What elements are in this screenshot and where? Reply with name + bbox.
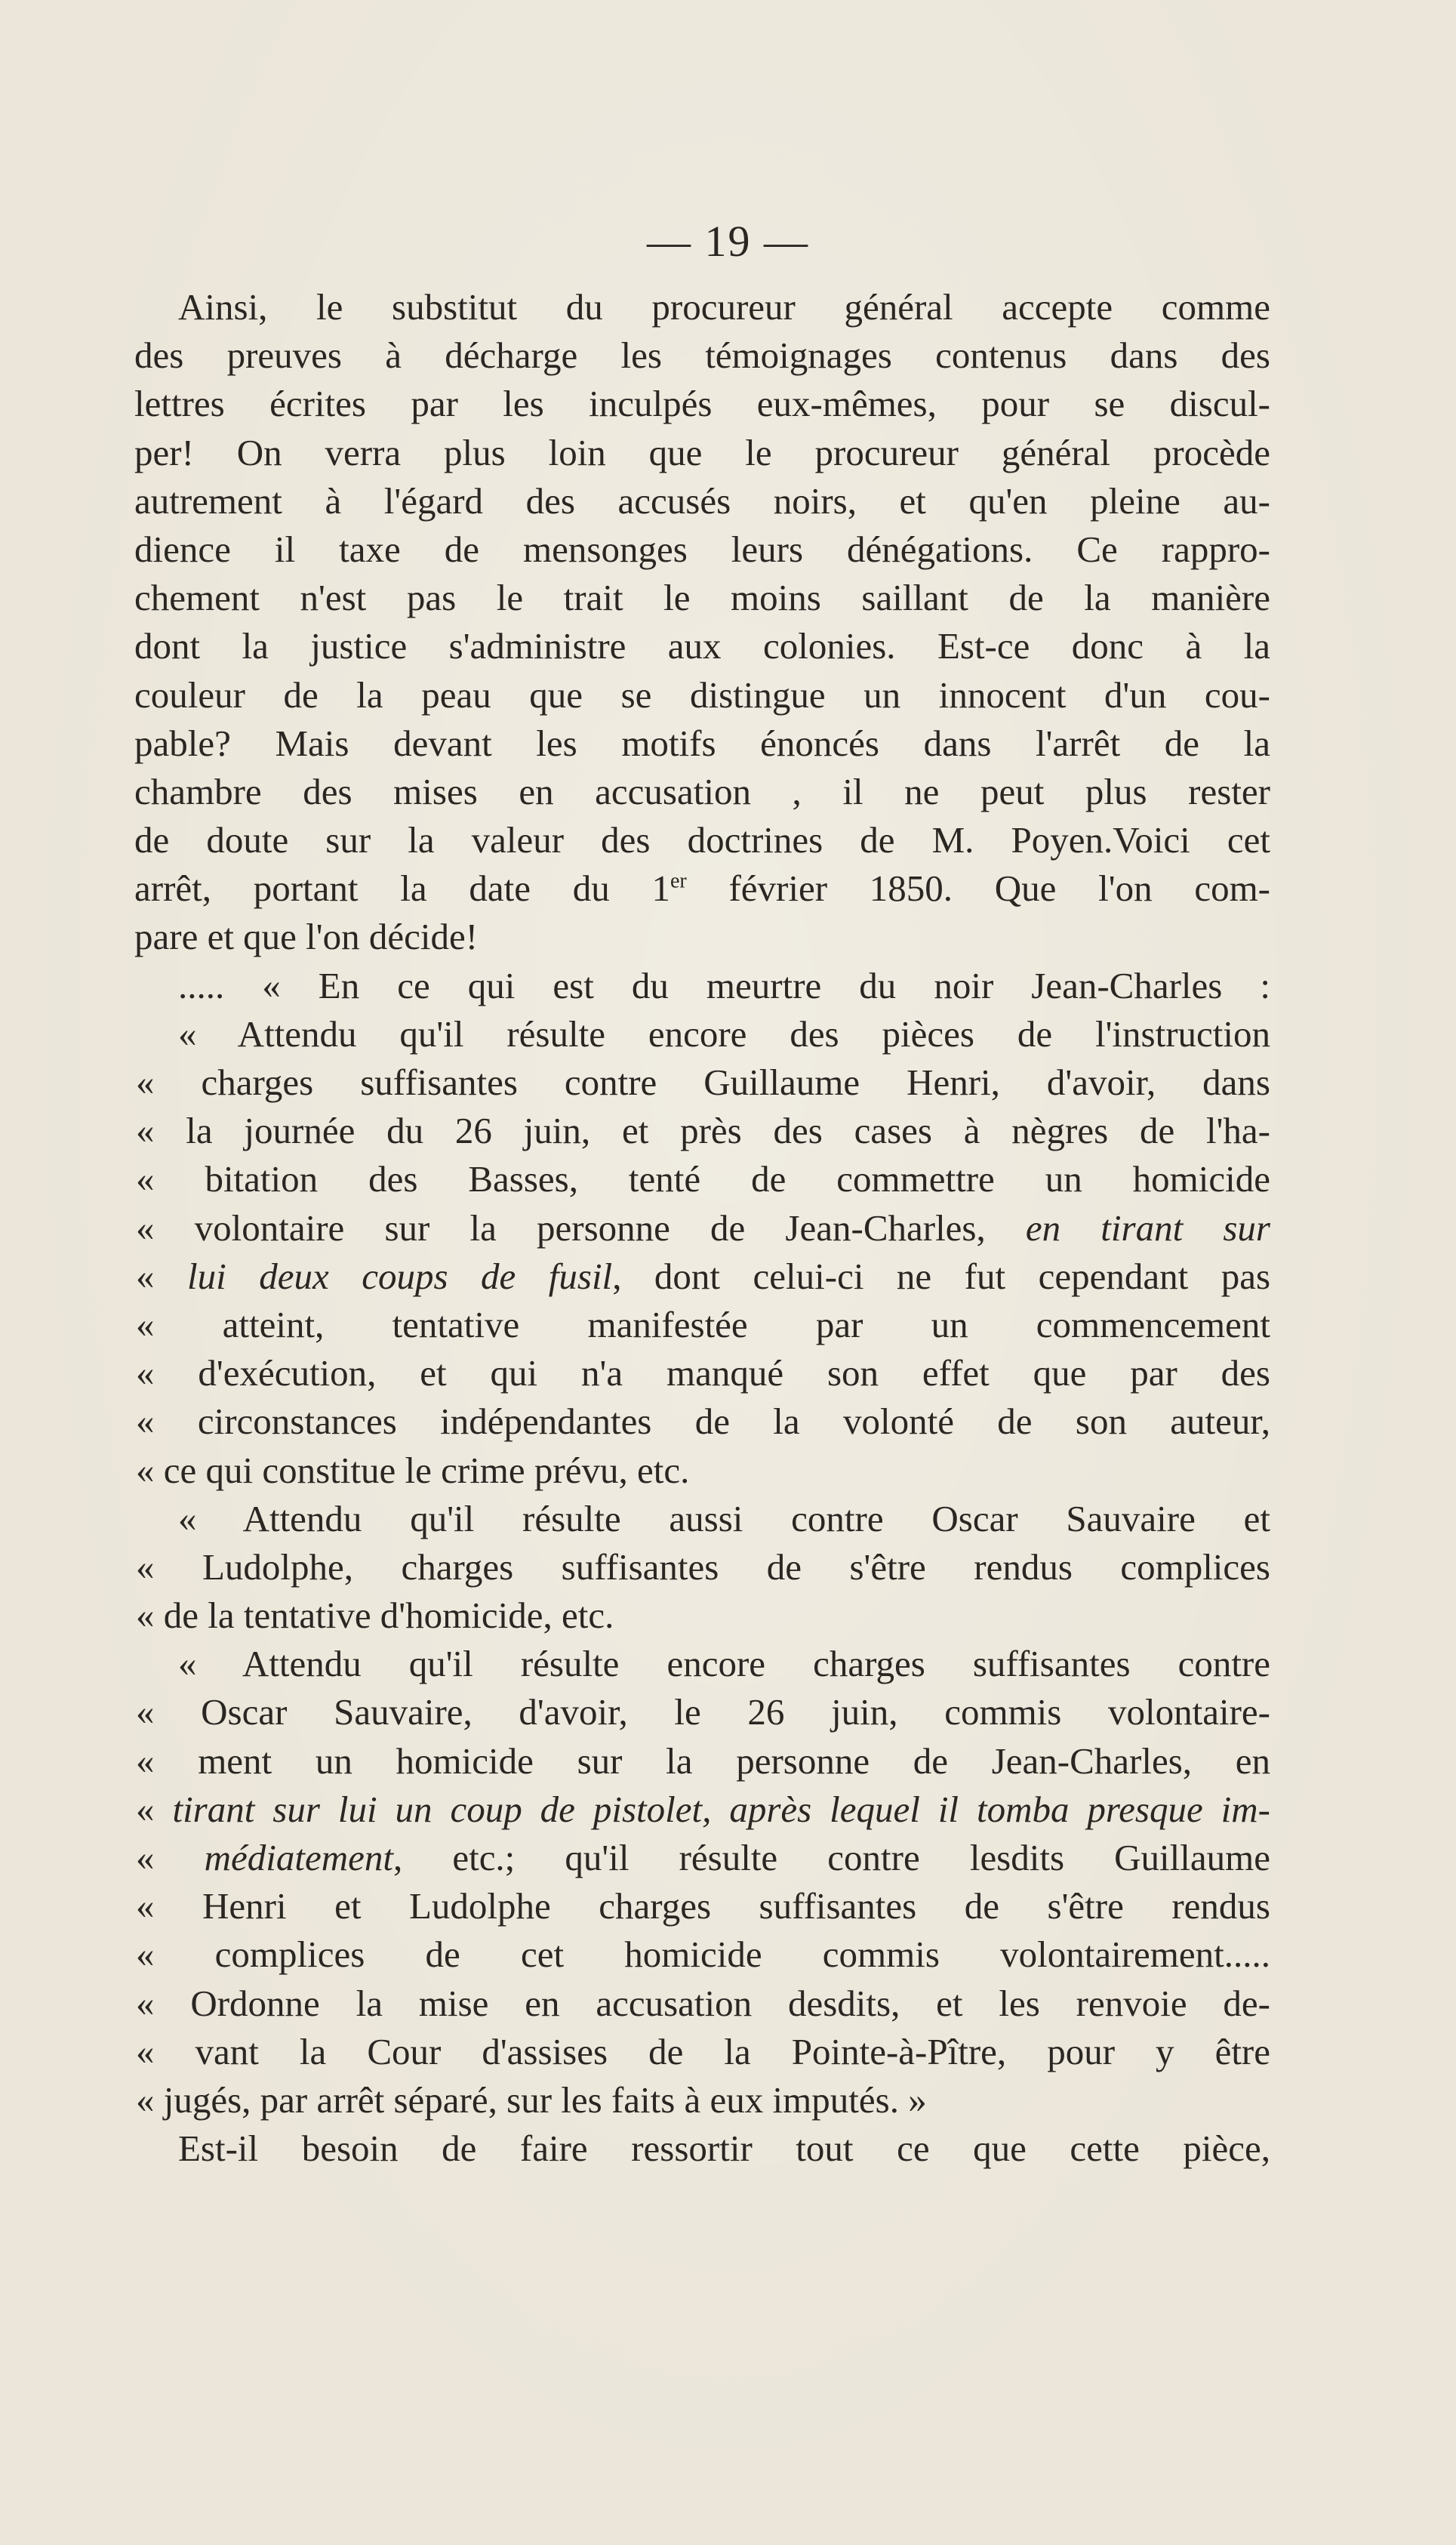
quote-line: « Attendu qu'il résulte aussi contre Oscar Sauvaire et <box>178 1497 1270 1539</box>
quote-line: « circonstances indépendantes de la volonté de son auteur, <box>136 1400 1270 1443</box>
quote-line: « ce qui constitue le crime prévu, etc. <box>136 1449 690 1491</box>
text-line: chement n'est pas le trait le moins saillant de la manière <box>134 577 1270 619</box>
body-text <box>134 283 1270 2173</box>
quote-line: « Oscar Sauvaire, d'avoir, le 26 juin, commis volontaire- <box>136 1691 1270 1733</box>
text-line: des preuves à décharge les témoignages contenus dans des <box>134 334 1270 377</box>
italic-text: en tirant sur <box>1025 1206 1270 1249</box>
quote-line: « d'exécution, et qui n'a manqué son effet que par des <box>136 1352 1270 1394</box>
text-line: pare et que l'on décide! <box>134 916 479 958</box>
superscript: er <box>670 869 687 893</box>
italic-text: lui deux coups de fusil <box>187 1255 613 1297</box>
quote-line: ..... « En ce qui est du meurtre du noir Jean-Charles : <box>178 964 1270 1006</box>
quote-line: « tirant sur lui un coup de pistolet, après lequel il tomba presque im- <box>136 1788 1270 1830</box>
quote-line: « Henri et Ludolphe charges suffisantes de s'être rendus <box>136 1885 1270 1927</box>
quote-line: « Ordonne la mise en accusation desdits, et les renvoie de- <box>136 1982 1270 2024</box>
text-line: lettres écrites par les inculpés eux-mêmes, pour se discul- <box>134 383 1270 425</box>
quote-line: « vant la Cour d'assises de la Pointe-à-Pître, pour y être <box>136 2030 1270 2072</box>
text-line: Est-il besoin de faire ressortir tout ce que cette pièce, <box>178 2128 1270 2170</box>
quote-line: « Ludolphe, charges suffisantes de s'être rendus complices <box>136 1545 1270 1588</box>
quote-line: « bitation des Basses, tenté de commettre un homicide <box>136 1158 1270 1200</box>
text-line: per! On verra plus loin que le procureur général procède <box>134 431 1270 473</box>
quote-line: « ment un homicide sur la personne de Jean-Charles, en <box>136 1739 1270 1782</box>
quote-line: « médiatement, etc.; qu'il résulte contre lesdits Guillaume <box>136 1837 1270 1878</box>
text-line: pable? Mais devant les motifs énoncés dans l'arrêt de la <box>134 722 1270 764</box>
text-line: autrement à l'égard des accusés noirs, et qu'en pleine au- <box>134 479 1270 522</box>
quote-line: « complices de cet homicide commis volontairement..... <box>136 1933 1270 1976</box>
text-line: de doute sur la valeur des doctrines de M. Poyen.Voici cet <box>134 819 1270 861</box>
quote-line: « la journée du 26 juin, et près des cases à nègres de l'ha- <box>136 1110 1270 1152</box>
quote-line: « volontaire sur la personne de Jean-Charles, en tirant sur <box>136 1206 1270 1249</box>
text-line: dont la justice s'administre aux colonies. Est-ce donc à la <box>134 625 1270 667</box>
page-number: — 19 — <box>647 217 809 266</box>
quote-line: « lui deux coups de fusil, dont celui-ci ne fut cependant pas <box>136 1255 1270 1297</box>
quote-line: « jugés, par arrêt séparé, sur les faits à eux imputés. » <box>136 2078 927 2121</box>
quote-line: « atteint, tentative manifestée par un commencement <box>136 1303 1270 1345</box>
quote-line: « Attendu qu'il résulte encore charges suffisantes contre <box>178 1643 1270 1685</box>
quote-line: « charges suffisantes contre Guillaume Henri, d'avoir, dans <box>136 1061 1270 1103</box>
text-line: Ainsi, le substitut du procureur général accepte comme <box>178 286 1270 328</box>
text-line: arrêt, portant la date du 1er février 1850. Que l'on com- <box>134 867 1270 910</box>
quote-line: « Attendu qu'il résulte encore des pièces de l'instruction <box>178 1012 1270 1055</box>
text-line: couleur de la peau que se distingue un innocent d'un cou- <box>134 673 1270 716</box>
quote-line: « de la tentative d'homicide, etc. <box>136 1594 614 1637</box>
italic-text: tirant sur lui un coup de pistolet, après lequel il tomba presque im- <box>172 1788 1270 1830</box>
italic-text: médiatement <box>204 1837 393 1878</box>
text-line: dience il taxe de mensonges leurs dénégations. Ce rappro- <box>134 528 1270 570</box>
text-line: chambre des mises en accusation , il ne peut plus rester <box>134 770 1270 812</box>
